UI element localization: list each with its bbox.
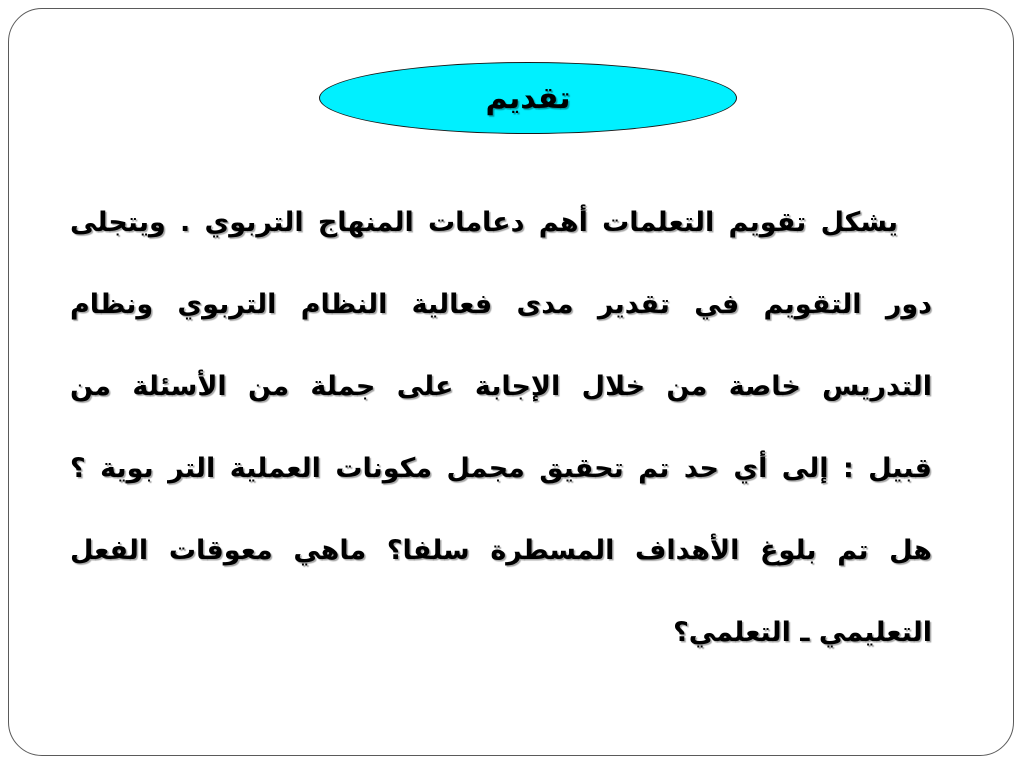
body-line-6: التعليمي ـ التعلمي؟: [673, 617, 932, 648]
slide-body: [70, 182, 932, 674]
body-line-2: دور التقويم في تقدير مدى فعالية النظام التربوي ونظام: [70, 289, 932, 320]
slide-title: تقديم: [485, 80, 571, 116]
title-banner: [319, 62, 737, 134]
body-line-3: التدريس خاصة من خلال الإجابة على جملة من الأسئلة من: [70, 371, 932, 402]
body-line-4: قبيل : إلى أي حد تم تحقيق مجمل مكونات العملية التر بوية ؟: [70, 453, 932, 484]
body-line-5: هل تم بلوغ الأهداف المسطرة سلفا؟ ماهي معوقات الفعل: [70, 535, 932, 566]
body-line-1: يشكل تقويم التعلمات أهم دعامات المنهاج التربوي . ويتجلى: [70, 207, 898, 238]
